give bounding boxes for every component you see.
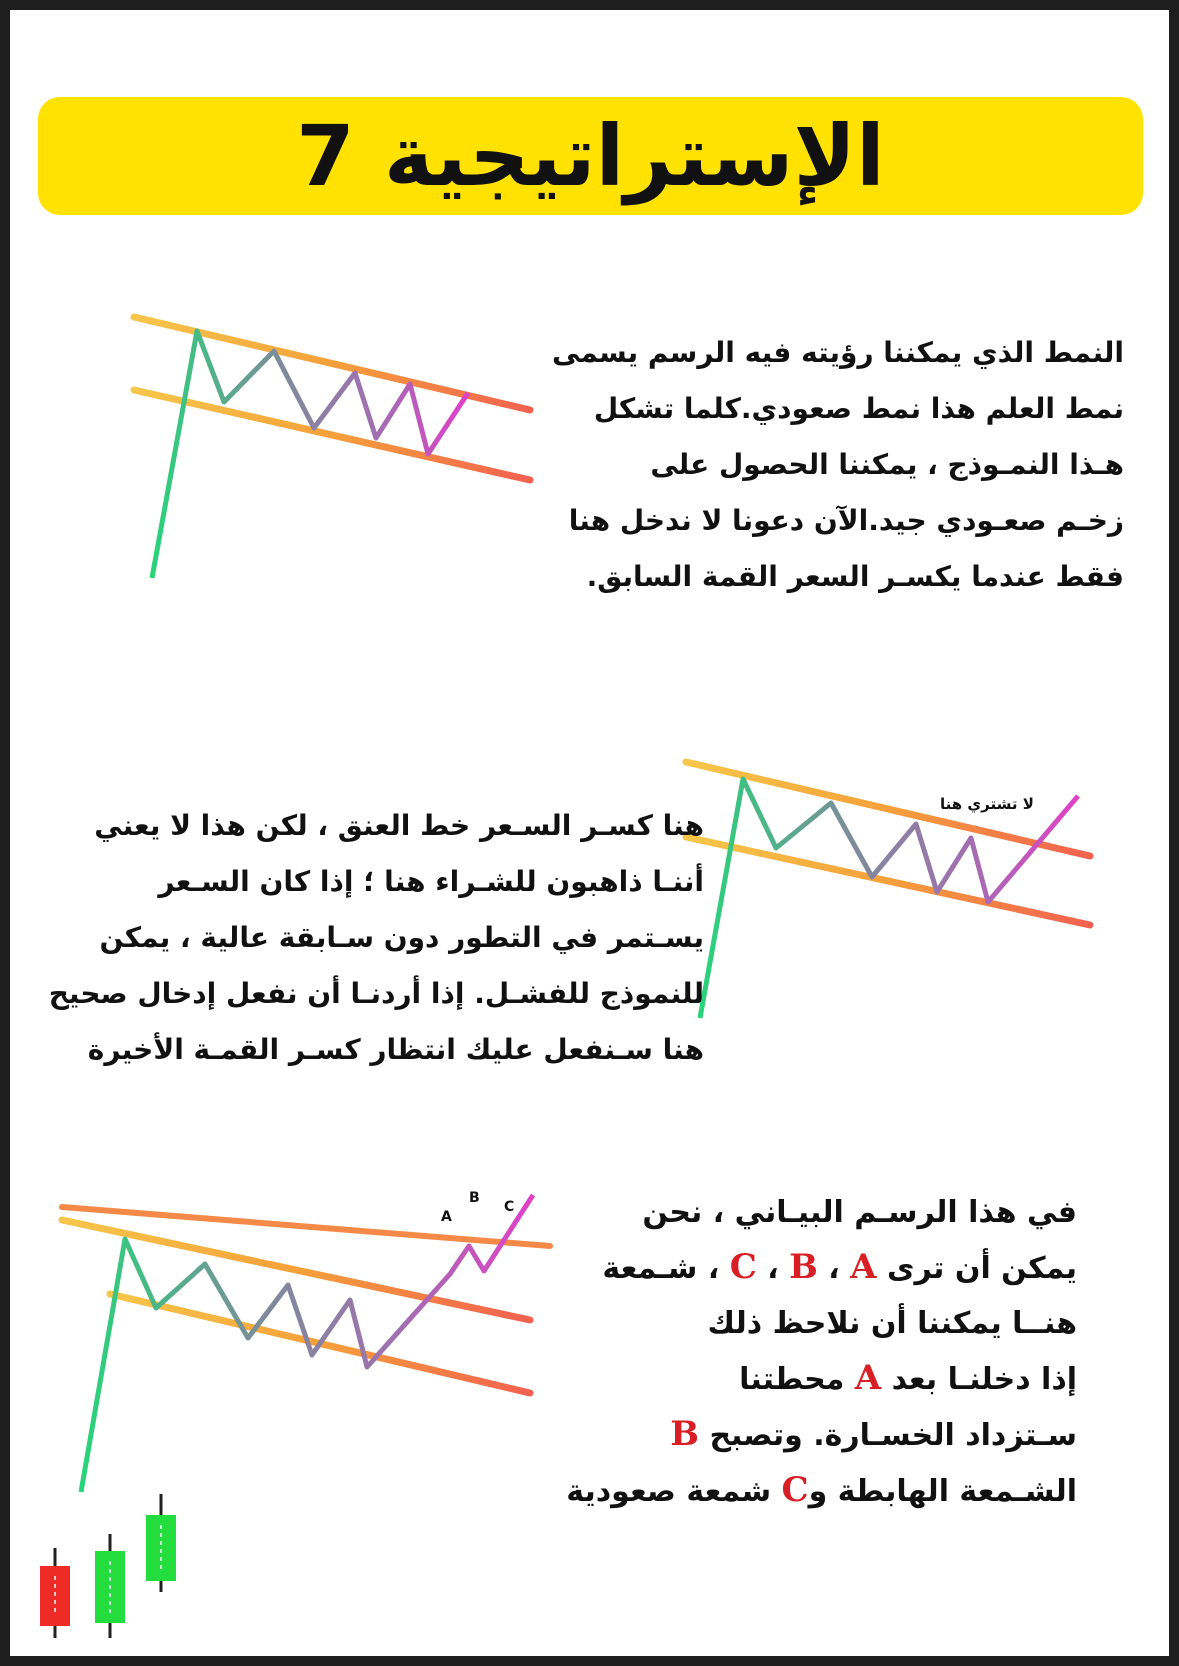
section1-line-2: نمط العلم هذا نمط صعودي.كلما تشكل: [593, 392, 1124, 425]
section2-line-4: للنموذج للفشـل. إذا أردنـا أن نفعل إدخال صحيح: [48, 977, 704, 1010]
section3-text: [517, 1185, 1077, 1519]
bull-candle-1: [95, 1534, 125, 1638]
section3-line-4: [517, 1351, 1077, 1407]
point-b-label: B: [469, 1190, 480, 1206]
flag-chart-1: [134, 317, 530, 578]
page-title: الإستراتيجية 7: [296, 107, 885, 205]
bear-candle: [40, 1548, 70, 1638]
separator-1: ،: [767, 1251, 779, 1286]
section2-line-1: هنا كسـر السـعر خط العنق ، لكن هذا لا يعني: [94, 809, 704, 842]
section3-line-2-suffix: ، شـمعة: [602, 1251, 720, 1286]
bull-candle-2: [146, 1494, 176, 1592]
flag-chart-3: [40, 1195, 550, 1638]
section1-line-3: هـذا النمـوذج ، يمكننا الحصول على: [650, 448, 1124, 481]
letter-c: C: [781, 1470, 809, 1510]
section3-line-4-prefix: إذا دخلنـا بعد: [891, 1362, 1077, 1397]
separator-2: ،: [828, 1251, 840, 1286]
point-c-label: C: [504, 1199, 515, 1215]
page: [10, 10, 1169, 1656]
section1-line-4: زخـم صعـودي جيد.الآن دعونا لا ندخل هنا: [568, 504, 1124, 537]
section3-line-1: في هذا الرسـم البيـاني ، نحن: [642, 1195, 1077, 1230]
section2-line-2: أننـا ذاهبون للشـراء هنا ؛ إذا كان السـعر: [158, 865, 704, 898]
section3-line-2-prefix: يمكن أن ترى: [886, 1251, 1077, 1286]
section3-line-6-suffix: شمعة صعودية: [566, 1474, 772, 1509]
section1-line-5: فقط عندما يكسـر السعر القمة السابق.: [586, 560, 1124, 593]
no-buy-note: لا تشتري هنا: [940, 795, 1034, 813]
section3-line-6: [517, 1463, 1077, 1519]
chart3-neckline: [62, 1207, 550, 1246]
section3-line-2: [517, 1240, 1077, 1296]
section3-line-5-prefix: سـتزداد الخسـارة. وتصبح: [709, 1418, 1077, 1453]
letter-a: A: [850, 1247, 877, 1287]
section3-line-4-suffix: محطتنا: [739, 1362, 845, 1397]
letter-c: C: [729, 1247, 757, 1287]
section3-line-6-prefix: الشـمعة الهابطة و: [808, 1474, 1077, 1509]
section1-text: [504, 325, 1124, 605]
letter-a: A: [854, 1358, 882, 1398]
letter-b: B: [789, 1247, 818, 1287]
section2-text: [14, 798, 704, 1078]
section2-line-5: هنا سـنفعل عليك انتظار كسـر القمـة الأخيرة: [87, 1033, 704, 1066]
letter-b: B: [670, 1414, 699, 1454]
section3-line-3: هنــا يمكننا أن نلاحظ ذلك: [707, 1306, 1077, 1341]
section3-line-5: [517, 1407, 1077, 1463]
section2-line-3: يسـتمر في التطور دون سـابقة عالية ، يمكن: [99, 921, 704, 954]
chart2-price-path: [700, 779, 1078, 1018]
point-a-label: A: [441, 1209, 452, 1225]
section1-line-1: النمط الذي يمكننا رؤيته فيه الرسم يسمى: [552, 336, 1124, 369]
